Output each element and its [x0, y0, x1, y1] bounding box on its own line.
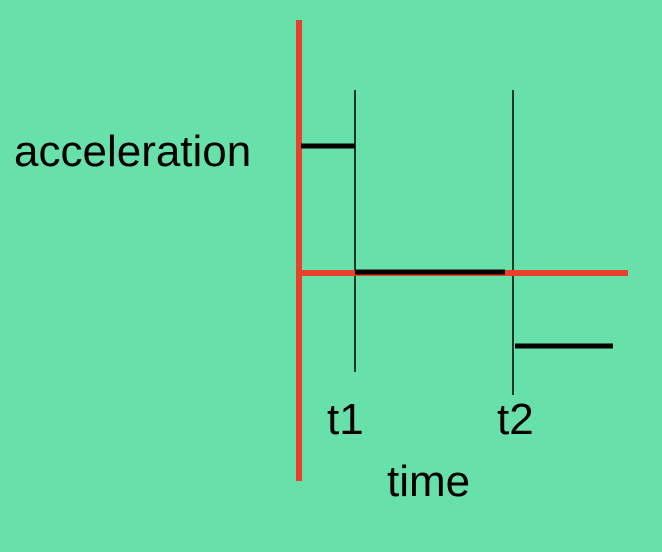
y-axis-label: acceleration — [14, 127, 252, 176]
t2-label: t2 — [497, 395, 534, 444]
t1-label: t1 — [327, 395, 364, 444]
x-axis-label: time — [387, 457, 471, 506]
